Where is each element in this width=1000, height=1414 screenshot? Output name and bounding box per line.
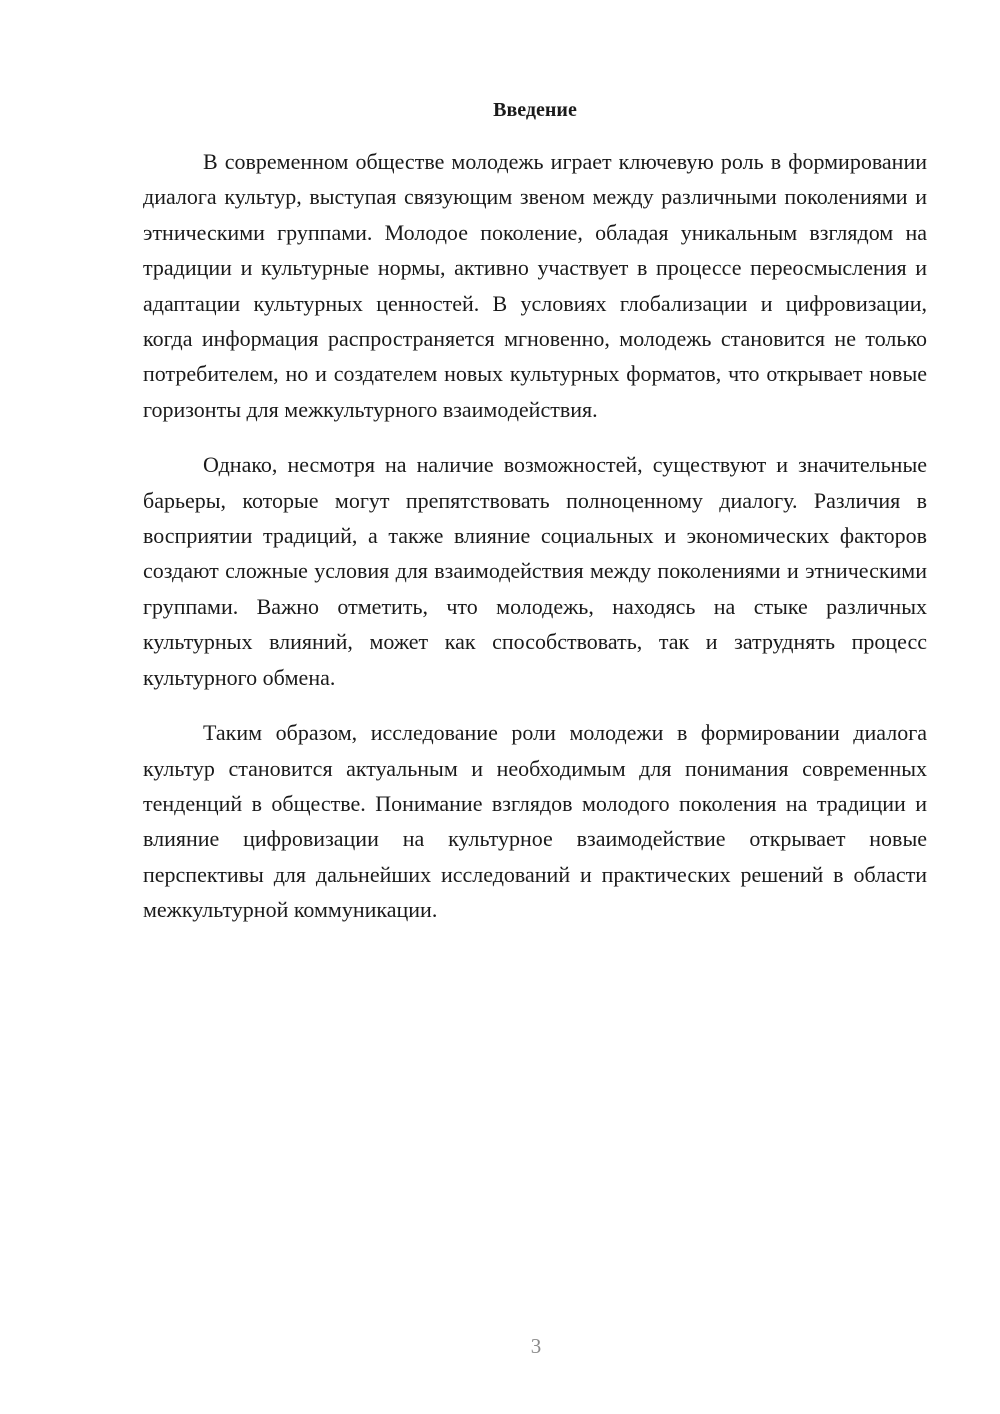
page-number: 3 [530, 1334, 542, 1358]
paragraph-3: Таким образом, исследование роли молодежи в формировании диалога культур становится актуальным и необходимым для понимания современных тенденций в обществе. Понимание взглядов молодого поколения на традиции и влияние цифровизации на культурное взаимодействие открывает новые перспективы для дальнейших исследований и практических решений в области межкультурной коммуникации. [143, 720, 927, 923]
paragraph-1: В современном обществе молодежь играет ключевую роль в формировании диалога культур, выступая связующим звеном между различными поколениями и этническими группами. Молодое поколение, обладая уникальным взглядом на традиции и культурные нормы, активно участвует в процессе переосмысления и адаптации культурных ценностей. В условиях глобализации и цифровизации, когда информация распространяется мгновенно, молодежь становится не только потребителем, но и создателем новых культурных форматов, что открывает новые горизонты для межкультурного взаимодействия. [143, 149, 927, 422]
page-body [143, 96, 927, 948]
section-heading: Введение [493, 99, 577, 121]
paragraph-2: Однако, несмотря на наличие возможностей, существуют и значительные барьеры, которые могут препятствовать полноценному диалогу. Различия в восприятии традиций, а также влияние социальных и экономических факторов создают сложные условия для взаимодействия между поколениями и этническими группами. Важно отметить, что молодежь, находясь на стыке различных культурных влияний, может как способствовать, так и затруднять процесс культурного обмена. [143, 452, 927, 690]
